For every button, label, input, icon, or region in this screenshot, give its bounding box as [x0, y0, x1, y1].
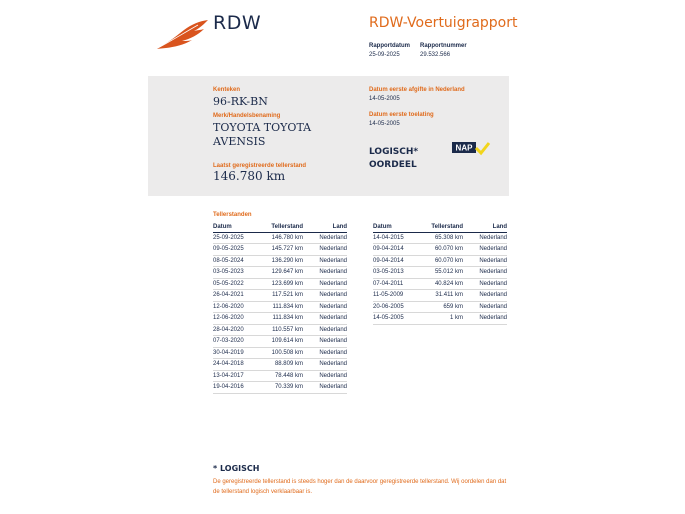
col-header-date: Datum	[213, 222, 259, 232]
first-issue-label: Datum eerste afgifte in Nederland	[369, 87, 465, 93]
report-number-value: 29.532.566	[420, 52, 451, 58]
cell-country: Nederland	[303, 382, 347, 394]
cell-country: Nederland	[463, 313, 507, 325]
make-label: Merk/Handelsbenaming	[213, 113, 281, 119]
cell-odometer: 659 km	[419, 301, 463, 313]
table-row	[213, 359, 347, 371]
table-row	[213, 255, 347, 267]
cell-odometer: 129.647 km	[259, 267, 303, 279]
cell-date: 07-04-2011	[373, 278, 419, 290]
cell-date: 05-05-2022	[213, 278, 259, 290]
table-row	[213, 267, 347, 279]
cell-country: Nederland	[303, 290, 347, 302]
cell-odometer: 40.824 km	[419, 278, 463, 290]
col-header-odometer: Tellerstand	[419, 222, 463, 232]
report-date-value: 25-09-2025	[369, 52, 400, 58]
cell-odometer: 111.834 km	[259, 313, 303, 325]
cell-date: 25-09-2025	[213, 232, 259, 244]
cell-country: Nederland	[463, 232, 507, 244]
cell-odometer: 55.012 km	[419, 267, 463, 279]
cell-country: Nederland	[463, 244, 507, 256]
col-header-date: Datum	[373, 222, 419, 232]
cell-odometer: 123.699 km	[259, 278, 303, 290]
table-row	[373, 232, 507, 244]
table-row	[373, 290, 507, 302]
odometer-table-title: Tellerstanden	[213, 212, 252, 218]
cell-country: Nederland	[303, 244, 347, 256]
table-row	[373, 313, 507, 325]
cell-date: 09-04-2014	[373, 244, 419, 256]
cell-country: Nederland	[303, 255, 347, 267]
cell-odometer: 60.070 km	[419, 255, 463, 267]
cell-date: 07-03-2020	[213, 336, 259, 348]
footer-text: De geregistreerde tellerstand is steeds hoger dan de daarvoor geregistreerde tellerstand. Wij oordelen dan dat de tellerstand logisch verklaarbaar is.	[213, 479, 507, 495]
cell-country: Nederland	[303, 336, 347, 348]
plate-value: 96-RK-BN	[213, 95, 268, 108]
first-admission-label: Datum eerste toelating	[369, 112, 434, 118]
table-row	[373, 278, 507, 290]
cell-country: Nederland	[303, 267, 347, 279]
cell-odometer: 146.780 km	[259, 232, 303, 244]
cell-odometer: 110.557 km	[259, 324, 303, 336]
cell-odometer: 136.290 km	[259, 255, 303, 267]
cell-country: Nederland	[303, 301, 347, 313]
table-row	[213, 278, 347, 290]
cell-country: Nederland	[303, 313, 347, 325]
col-header-odometer: Tellerstand	[259, 222, 303, 232]
plate-label: Kenteken	[213, 87, 241, 93]
cell-date: 14-04-2015	[373, 232, 419, 244]
table-row	[213, 347, 347, 359]
cell-odometer: 31.411 km	[419, 290, 463, 302]
table-row	[373, 255, 507, 267]
nap-check-logo-icon	[452, 142, 490, 156]
cell-date: 12-06-2020	[213, 313, 259, 325]
cell-date: 30-04-2019	[213, 347, 259, 359]
cell-date: 14-05-2005	[373, 313, 419, 325]
footer-title: * LOGISCH	[213, 464, 260, 473]
report-number-label: Rapportnummer	[420, 43, 467, 49]
table-row	[213, 313, 347, 325]
report-title: RDW-Voertuigrapport	[369, 15, 518, 31]
cell-date: 09-04-2014	[373, 255, 419, 267]
cell-odometer: 70.339 km	[259, 382, 303, 394]
cell-odometer: 111.834 km	[259, 301, 303, 313]
cell-odometer: 109.614 km	[259, 336, 303, 348]
cell-date: 12-06-2020	[213, 301, 259, 313]
first-admission-value: 14-05-2005	[369, 121, 400, 127]
cell-country: Nederland	[463, 278, 507, 290]
cell-country: Nederland	[303, 359, 347, 371]
report-date-block	[369, 42, 410, 60]
table-row	[213, 324, 347, 336]
table-row	[213, 370, 347, 382]
cell-odometer: 100.508 km	[259, 347, 303, 359]
cell-date: 09-05-2025	[213, 244, 259, 256]
cell-odometer: 117.521 km	[259, 290, 303, 302]
table-row	[373, 267, 507, 279]
first-issue-value: 14-05-2005	[369, 96, 400, 102]
report-number-block	[420, 42, 467, 60]
cell-date: 19-04-2016	[213, 382, 259, 394]
cell-country: Nederland	[463, 301, 507, 313]
table-row	[213, 232, 347, 244]
rdw-feather-logo-icon	[154, 18, 210, 52]
cell-date: 03-05-2023	[213, 267, 259, 279]
cell-date: 13-04-2017	[213, 370, 259, 382]
odometer-value: 146.780 km	[213, 169, 286, 183]
cell-country: Nederland	[463, 267, 507, 279]
cell-odometer: 60.070 km	[419, 244, 463, 256]
cell-date: 20-06-2005	[373, 301, 419, 313]
cell-country: Nederland	[463, 290, 507, 302]
cell-country: Nederland	[303, 232, 347, 244]
cell-odometer: 78.448 km	[259, 370, 303, 382]
cell-date: 28-04-2020	[213, 324, 259, 336]
cell-country: Nederland	[303, 324, 347, 336]
odometer-table-left	[213, 222, 347, 394]
cell-country: Nederland	[463, 255, 507, 267]
cell-country: Nederland	[303, 370, 347, 382]
cell-date: 08-05-2024	[213, 255, 259, 267]
cell-odometer: 145.727 km	[259, 244, 303, 256]
odometer-table-right	[373, 222, 507, 325]
table-row	[213, 290, 347, 302]
table-row	[373, 244, 507, 256]
cell-country: Nederland	[303, 278, 347, 290]
table-row	[213, 301, 347, 313]
table-row	[373, 301, 507, 313]
cell-date: 24-04-2018	[213, 359, 259, 371]
table-row	[213, 244, 347, 256]
cell-country: Nederland	[303, 347, 347, 359]
table-row	[213, 382, 347, 394]
verdict-label: LOGISCH* OORDEEL	[369, 147, 419, 170]
odometer-label: Laatst geregistreerde tellerstand	[213, 163, 307, 169]
nap-logo-text: NAP	[455, 143, 473, 153]
cell-odometer: 88.809 km	[259, 359, 303, 371]
col-header-country: Land	[303, 222, 347, 232]
make-value: TOYOTA TOYOTA AVENSIS	[213, 121, 312, 148]
cell-date: 11-05-2009	[373, 290, 419, 302]
cell-odometer: 65.308 km	[419, 232, 463, 244]
table-row	[213, 336, 347, 348]
col-header-country: Land	[463, 222, 507, 232]
cell-date: 26-04-2021	[213, 290, 259, 302]
brand-name: RDW	[213, 12, 262, 34]
cell-date: 03-05-2013	[373, 267, 419, 279]
report-date-label: Rapportdatum	[369, 43, 410, 49]
cell-odometer: 1 km	[419, 313, 463, 325]
